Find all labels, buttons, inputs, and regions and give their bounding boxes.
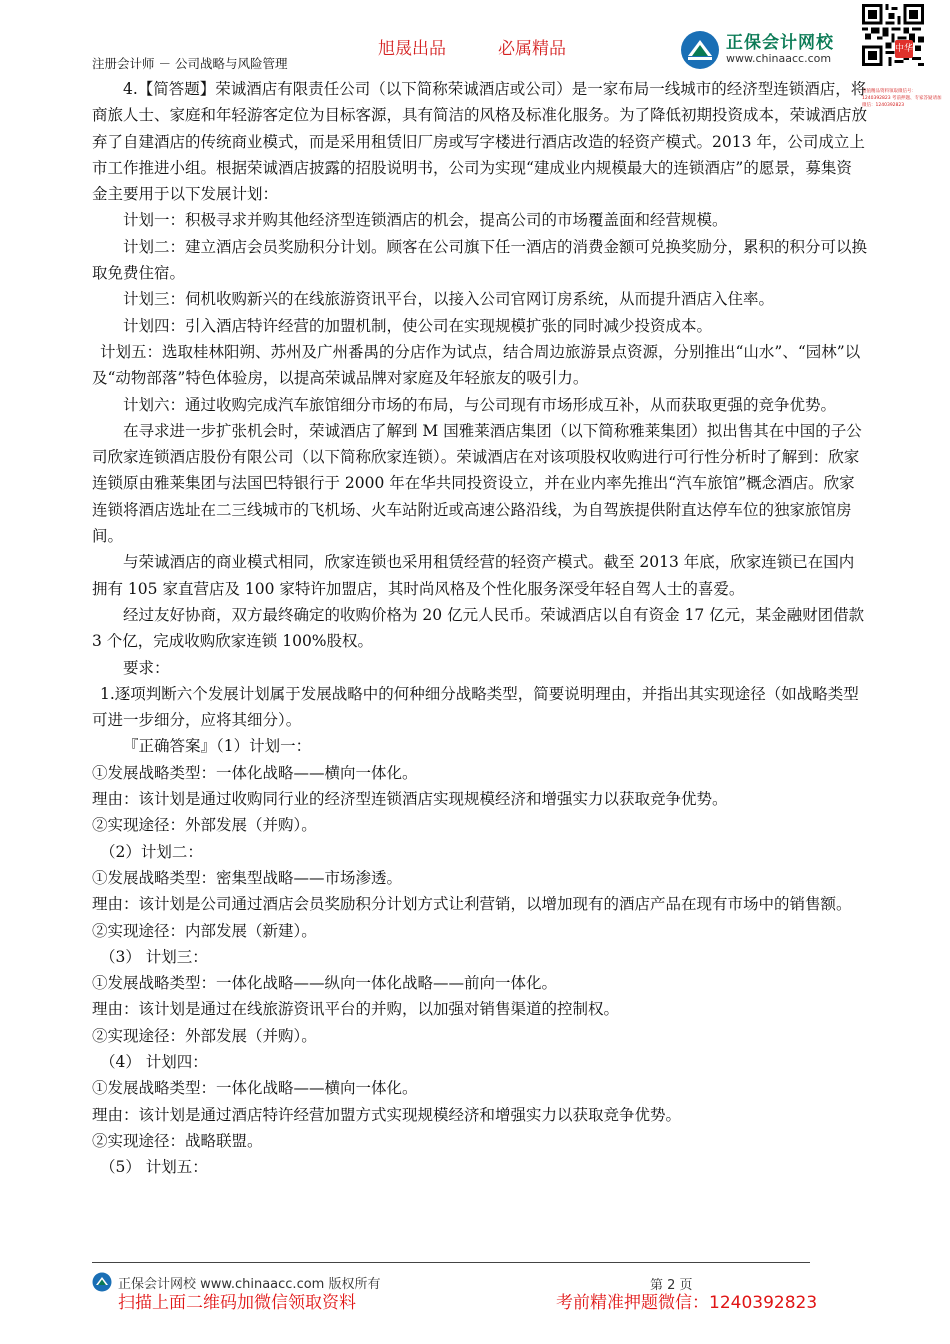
document-body [92, 76, 867, 1180]
paragraph: 理由：该计划是通过收购同行业的经济型连锁酒店实现规模经济和增强实力以获取竞争优势。 [92, 790, 728, 809]
paragraph: （3） 计划三： [100, 947, 208, 966]
paragraph: 要求： [123, 658, 170, 677]
side-note: 超值精品资料领取微信号：1240392823 考前押题、专家答疑请加微信：1240392823 [862, 89, 942, 108]
paragraph: ②实现途径：外部发展（并购）。 [92, 1026, 317, 1045]
paragraph: 在寻求进一步扩张机会时，荣诚酒店了解到 M 国雅莱酒店集团（以下简称雅莱集团）拟出售其在中国的子公司欣家连锁酒店股份有限公司（以下简称欣家连锁）。荣诚酒店在对该项股权收购进行可行性分析时了解到：欣家连锁原由雅莱集团与法国巴特银行于 2000 年在华共同投资设立，并在业内率先推出“汽车旅馆”概念酒店。欣家连锁将酒店选址在二三线城市的飞机场、火车站附近或高速公路沿线，为自驾族提供附直达停车位的独家旅馆房间。 [92, 421, 862, 546]
paragraph: 1.逐项判断六个发展计划属于发展战略中的何种细分战略类型，简要说明理由，并指出其实现途径（如战略类型可进一步细分，应将其细分）。 [92, 684, 859, 730]
paragraph: ②实现途径：外部发展（并购）。 [92, 816, 317, 835]
paragraph: 理由：该计划是通过酒店特许经营加盟方式实现规模经济和增强实力以获取竞争优势。 [92, 1105, 682, 1124]
paragraph: ①发展战略类型：密集型战略——市场渗透。 [92, 868, 403, 887]
paragraph: 计划六：通过收购完成汽车旅馆细分市场的布局，与公司现有市场形成互补，从而获取更强的竞争优势。 [123, 395, 837, 414]
paragraph: 经过友好协商，双方最终确定的收购价格为 20 亿元人民币。荣诚酒店以自有资金 17 亿元，某金融财团借款 3 个亿，完成收购欣家连锁 100%股权。 [92, 605, 865, 651]
paragraph: ①发展战略类型：一体化战略——横向一体化。 [92, 763, 418, 782]
slogan-left: 旭晟出品 [378, 39, 446, 59]
chinaacc-logo [680, 30, 834, 70]
paragraph: ①发展战略类型：一体化战略——纵向一体化战略——前向一体化。 [92, 974, 558, 993]
footer-divider [92, 1262, 810, 1263]
paragraph: ①发展战略类型：一体化战略——横向一体化。 [92, 1079, 418, 1098]
paragraph: 理由：该计划是公司通过酒店会员奖励积分计划方式让利营销，以增加现有的酒店产品在现有市场中的销售额。 [92, 895, 852, 914]
footer-brand-text: 正保会计网校 www.chinaacc.com 版权所有 [118, 1276, 381, 1292]
footer-logo-icon [92, 1272, 112, 1292]
paragraph: 计划四：引入酒店特许经营的加盟机制，使公司在实现规模扩张的同时减少投资成本。 [123, 316, 713, 335]
paragraph: 计划一：积极寻求并购其他经济型连锁酒店的机会，提高公司的市场覆盖面和经营规模。 [123, 211, 728, 230]
paragraph: ②实现途径：内部发展（新建）。 [92, 921, 317, 940]
slogan-right: 必属精品 [498, 39, 566, 59]
paragraph: 4.【简答题】荣诚酒店有限责任公司（以下简称荣诚酒店或公司）是一家布局一线城市的经济型连锁酒店，将商旅人士、家庭和年轻游客定位为目标客源，具有简洁的风格及标准化服务。为了降低初期投资成本，荣诚酒店放弃了自建酒店的传统商业模式，而是采用租赁旧厂房或写字楼进行酒店改造的轻资产模式。2013 年，公司成立上市工作推进小组。根据荣诚酒店披露的招股说明书，公司为实现“建成业内规模最大的连锁酒店”的愿景，募集资金主要用于以下发展计划： [92, 80, 868, 204]
qr-code-icon [862, 4, 924, 66]
paragraph: （4） 计划四： [100, 1052, 208, 1071]
paragraph: 与荣诚酒店的商业模式相同，欣家连锁也采用租赁经营的轻资产模式。截至 2013 年底，欣家连锁已在国内拥有 105 家直营店及 100 家特许加盟店，其时尚风格及个性化服务深受年轻自驾人士的喜爱。 [92, 553, 855, 598]
paragraph: 计划五：选取桂林阳朔、苏州及广州番禺的分店作为试点，结合周边旅游景点资源，分别推出“山水”、“园林”以及“动物部落”特色体验房，以提高荣诚品牌对家庭及年轻旅友的吸引力。 [92, 342, 861, 388]
logo-mark-icon [680, 30, 720, 70]
page-number: 第 2 页 [650, 1278, 693, 1293]
footer-promo-right: 考前精准押题微信：1240392823 [556, 1293, 818, 1313]
footer-promo-left: 扫描上面二维码加微信领取资料 [118, 1293, 356, 1313]
paragraph: （2）计划二： [100, 842, 203, 861]
subject-title: 注册会计师 － 公司战略与风险管理 [92, 56, 288, 71]
logo-url: www.chinaacc.com [726, 52, 832, 66]
paragraph: 计划三：伺机收购新兴的在线旅游资讯平台，以接入公司官网订房系统，从而提升酒店入住率。 [123, 290, 775, 309]
paragraph: ②实现途径：战略联盟。 [92, 1131, 263, 1150]
page-header [0, 0, 950, 108]
paragraph: 理由：该计划是通过在线旅游资讯平台的并购，以加强对销售渠道的控制权。 [92, 1000, 620, 1019]
paragraph: 计划二：建立酒店会员奖励积分计划。顾客在公司旗下任一酒店的消费金额可兑换奖励分，累积的积分可以换取免费住宿。 [92, 237, 868, 283]
logo-name: 正保会计网校 [726, 32, 834, 53]
paragraph: 『正确答案』（1）计划一： [123, 737, 312, 756]
qr-center-badge: 中华 [895, 40, 913, 58]
paragraph: （5） 计划五： [100, 1158, 208, 1177]
